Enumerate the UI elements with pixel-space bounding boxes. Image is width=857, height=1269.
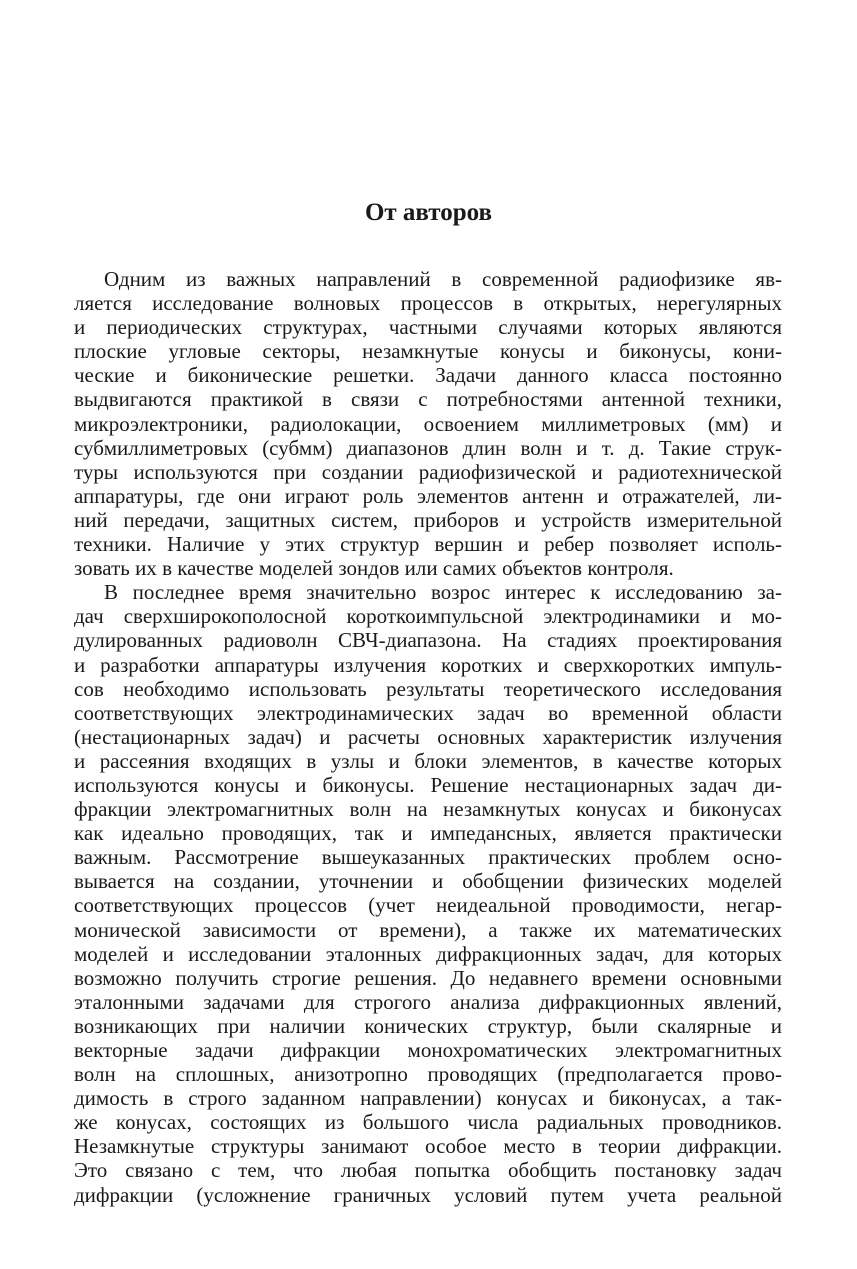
text-line: ляется исследование волновых процессов в открытых, нерегулярных <box>74 291 782 316</box>
text-line: субмиллиметровых (субмм) диапазонов длин волн и т. д. Такие струк- <box>74 435 782 460</box>
text-line: плоские угловые секторы, незамкнутые конусы и биконусы, кони- <box>74 339 782 364</box>
text-line: микроэлектроники, радиолокации, освоением миллиметровых (мм) и <box>74 411 782 436</box>
text-line: дифракции (усложнение граничных условий путем учета реальной <box>74 1182 782 1207</box>
text-line: соответствующих электродинамических задач во временной области <box>74 700 782 725</box>
text-line: используются конусы и биконусы. Решение нестационарных задач ди- <box>74 772 782 797</box>
text-line: В последнее время значительно возрос интерес к исследованию за- <box>104 580 782 605</box>
text-line: зовать их в качестве моделей зондов или самих объектов контроля. <box>74 556 674 581</box>
text-line: моделей и исследовании эталонных дифракционных задач, для которых <box>74 941 782 966</box>
text-line: волн на сплошных, анизотропно проводящих (предполагается прово- <box>74 1062 782 1087</box>
text-line: как идеально проводящих, так и импедансных, является практически <box>74 821 782 846</box>
text-line: туры используются при создании радиофизической и радиотехнической <box>74 459 782 484</box>
body-text <box>74 267 782 1207</box>
text-line: же конусах, состоящих из большого числа радиальных проводников. <box>74 1110 782 1135</box>
text-line: дулированных радиоволн СВЧ-диапазона. На стадиях проектирования <box>74 628 782 653</box>
text-line: (нестационарных задач) и расчеты основных характеристик излучения <box>74 724 782 749</box>
text-line: Это связано с тем, что любая попытка обобщить постановку задач <box>74 1158 782 1183</box>
text-line: и периодических структурах, частными случаями которых являются <box>74 315 782 340</box>
text-line: Одним из важных направлений в современной радиофизике яв- <box>104 267 782 291</box>
text-line: векторные задачи дифракции монохроматических электромагнитных <box>74 1038 782 1062</box>
page-title: От авторов <box>364 199 493 226</box>
text-line: сов необходимо использовать результаты теоретического исследования <box>74 676 782 701</box>
text-line: монической зависимости от времени), а также их математических <box>74 917 782 942</box>
text-line: важным. Рассмотрение вышеуказанных практических проблем осно- <box>74 845 782 870</box>
text-line: Незамкнутые структуры занимают особое место в теории дифракции. <box>74 1134 782 1159</box>
text-line: фракции электромагнитных волн на незамкнутых конусах и биконусах <box>74 797 782 822</box>
text-line: соответствующих процессов (учет неидеальной проводимости, негар- <box>74 893 782 918</box>
paragraph-1 <box>74 267 782 580</box>
text-line: ний передачи, защитных систем, приборов и устройств измерительной <box>74 507 782 532</box>
paragraph-2 <box>74 580 782 1206</box>
text-line: и рассеяния входящих в узлы и блоки элементов, в качестве которых <box>74 748 782 773</box>
text-line: дач сверхширокополосной короткоимпульсной электродинамики и мо- <box>74 604 782 629</box>
text-line: возникающих при наличии конических структур, были скалярные и <box>74 1013 782 1038</box>
text-line: возможно получить строгие решения. До недавнего времени основными <box>74 965 782 990</box>
text-line: ческие и биконические решетки. Задачи данного класса постоянно <box>74 363 782 388</box>
text-line: и разработки аппаратуры излучения коротких и сверхкоротких импуль- <box>74 652 782 677</box>
text-line: аппаратуры, где они играют роль элементов антенн и отражателей, ли- <box>74 483 782 508</box>
text-line: выдвигаются практикой в связи с потребностями антенной техники, <box>74 387 782 412</box>
text-line: вывается на создании, уточнении и обобщении физических моделей <box>74 869 782 894</box>
text-line: димость в строго заданном направлении) конусах и биконусах, а так- <box>74 1086 782 1111</box>
text-line: эталонными задачами для строгого анализа дифракционных явлений, <box>74 989 782 1014</box>
text-line: техники. Наличие у этих структур вершин и ребер позволяет исполь- <box>74 532 782 557</box>
